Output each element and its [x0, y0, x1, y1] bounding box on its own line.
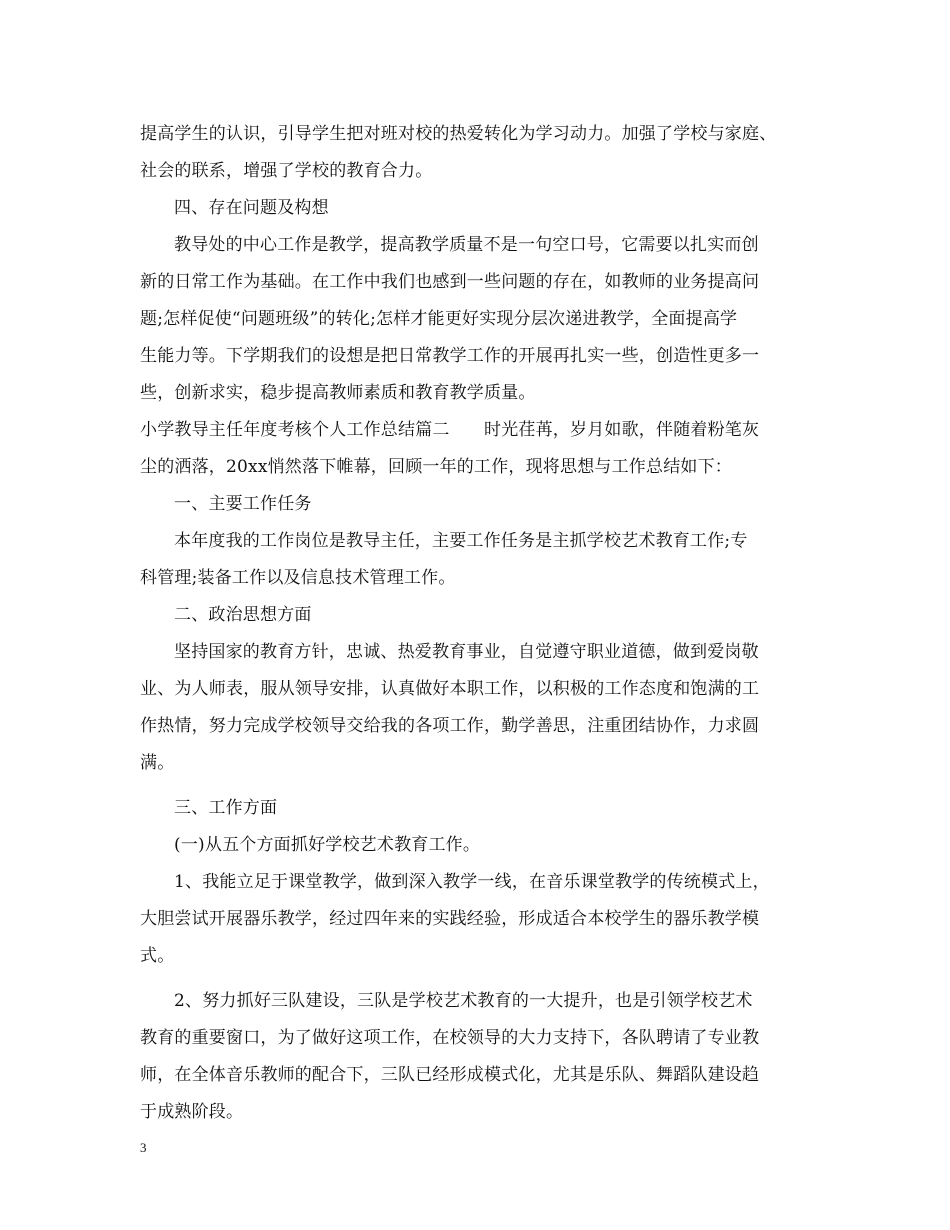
paragraph-line: 1、我能立足于课堂教学，做到深入教学一线，在音乐课堂教学的传统模式上， — [174, 872, 770, 892]
section-heading: 三、工作方面 — [174, 798, 278, 818]
paragraph-line: 师，在全体音乐教师的配合下，三队已经形成模式化，尤其是乐队、舞蹈队建设趋 — [140, 1065, 760, 1085]
paragraph-line: 提高学生的认识，引导学生把对班对校的热爱转化为学习动力。加强了学校与家庭、 — [140, 124, 777, 144]
paragraph-line: 些，创新求实，稳步提高教师素质和教育教学质量。 — [140, 383, 536, 403]
paragraph-line: 满。 — [140, 753, 175, 773]
paragraph-line: 新的日常工作为基础。在工作中我们也感到一些问题的存在，如教师的业务提高问 — [140, 272, 760, 292]
paragraph-line: 科管理;装备工作以及信息技术管理工作。 — [140, 568, 456, 588]
paragraph-line: 生能力等。下学期我们的设想是把日常教学工作的开展再扎实一些，创造性更多一 — [140, 346, 760, 366]
section-heading: 一、主要工作任务 — [174, 494, 312, 514]
paragraph-line: 尘的洒落，20xx悄然落下帷幕，回顾一年的工作，现将思想与工作总结如下： — [140, 457, 733, 477]
paragraph-line: 于成熟阶段。 — [140, 1102, 244, 1122]
paragraph-line: 业、为人师表，服从领导安排，认真做好本职工作，以积极的工作态度和饱满的工 — [140, 679, 760, 699]
paragraph-line: 教导处的中心工作是教学，提高教学质量不是一句空口号，它需要以扎实而创 — [174, 235, 759, 255]
paragraph-line: 教育的重要窗口，为了做好这项工作，在校领导的大力支持下，各队聘请了专业教 — [140, 1028, 760, 1048]
document-body — [140, 116, 820, 1131]
paragraph-gap — [140, 782, 820, 790]
paragraph-line: 式。 — [140, 946, 175, 966]
section-heading: 二、政治思想方面 — [174, 605, 312, 625]
section-heading: 四、存在问题及构想 — [174, 198, 329, 218]
article-title-line: 小学教导主任年度考核个人工作总结篇二 时光荏苒，岁月如歌，伴随着粉笔灰 — [140, 420, 760, 440]
paragraph-line: 坚持国家的教育方针，忠诚、热爱教育事业，自觉遵守职业道德，做到爱岗敬 — [174, 642, 759, 662]
paragraph-line: 社会的联系，增强了学校的教育合力。 — [140, 161, 433, 181]
paragraph-line: 本年度我的工作岗位是教导主任，主要工作任务是主抓学校艺术教育工作;专 — [174, 531, 748, 551]
paragraph-line: 题;怎样促使“问题班级”的转化;怎样才能更好实现分层次递进教学，全面提高学 — [140, 309, 738, 329]
paragraph-line: 2、努力抓好三队建设，三队是学校艺术教育的一大提升，也是引领学校艺术 — [174, 991, 753, 1011]
subsection-heading: (一)从五个方面抓好学校艺术教育工作。 — [174, 835, 481, 855]
paragraph-gap — [140, 975, 820, 983]
paragraph-line: 大胆尝试开展器乐教学，经过四年来的实践经验，形成适合本校学生的器乐教学模 — [140, 909, 760, 929]
page-number: 3 — [140, 1140, 147, 1155]
paragraph-line: 作热情，努力完成学校领导交给我的各项工作，勤学善思，注重团结协作，力求圆 — [140, 716, 760, 736]
